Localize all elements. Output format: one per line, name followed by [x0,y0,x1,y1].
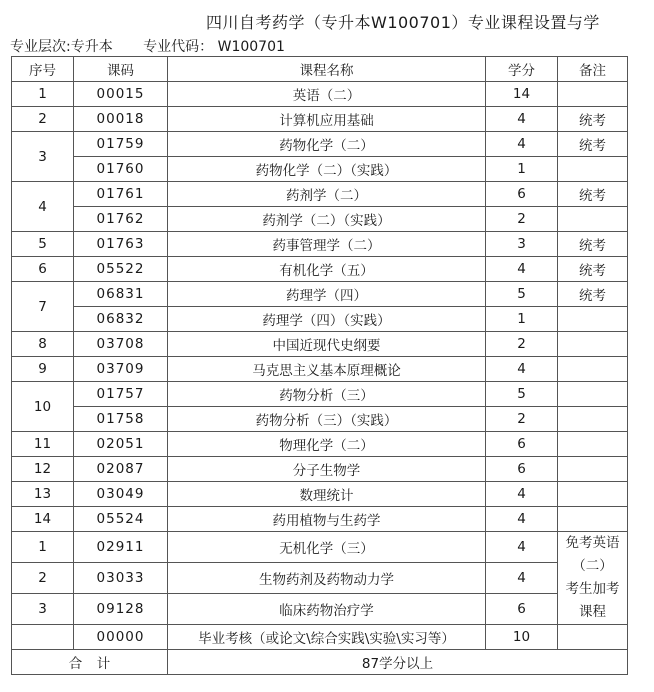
cell-remark: 统考 [558,232,628,257]
cell-name: 药物化学（二）（实践） [168,157,486,182]
cell-credit: 10 [486,625,558,650]
cell-credit: 6 [486,432,558,457]
cell-remark [558,332,628,357]
cell-name: 药理学（四）（实践） [168,307,486,332]
major-level: 专业层次:专升本 [10,39,113,55]
cell-credit: 4 [486,357,558,382]
cell-remark [558,157,628,182]
cell-code: 01758 [74,407,168,432]
cell-name: 无机化学（三） [168,532,486,563]
cell-code: 01762 [74,207,168,232]
cell-remark [558,625,628,650]
table-row [12,332,628,357]
cell-credit: 4 [486,132,558,157]
cell-seq: 10 [12,382,74,432]
cell-code: 00015 [74,82,168,107]
cell-code: 03049 [74,482,168,507]
cell-name: 有机化学（五） [168,257,486,282]
cell-remark [558,457,628,482]
cell-name: 分子生物学 [168,457,486,482]
total-label-b: 计 [96,656,111,672]
cell-credit: 2 [486,407,558,432]
cell-credit: 4 [486,507,558,532]
page-title: 四川自考药学（专升本W100701）专业课程设置与学 [206,13,600,32]
table-row [12,307,628,332]
table-row-extra [12,563,628,594]
header-seq: 序号 [12,57,74,82]
cell-seq: 2 [12,563,74,594]
cell-name: 计算机应用基础 [168,107,486,132]
cell-code: 02051 [74,432,168,457]
cell-name: 药物分析（三）（实践） [168,407,486,432]
cell-remark [558,82,628,107]
table-row-extra [12,532,628,563]
cell-seq: 14 [12,507,74,532]
cell-credit: 6 [486,594,558,625]
table-row [12,157,628,182]
cell-remark: 统考 [558,107,628,132]
cell-code: 03033 [74,563,168,594]
remark-line: 课程 [579,604,606,620]
cell-seq: 8 [12,332,74,357]
cell-remark [558,307,628,332]
table-row [12,432,628,457]
table-row [12,482,628,507]
major-meta [10,36,285,56]
cell-code: 03708 [74,332,168,357]
table-row [12,232,628,257]
cell-seq: 2 [12,107,74,132]
cell-credit: 4 [486,107,558,132]
table-row [12,257,628,282]
table-row [12,132,628,157]
table-row [12,182,628,207]
cell-name: 临床药物治疗学 [168,594,486,625]
cell-code: 00018 [74,107,168,132]
cell-credit: 5 [486,382,558,407]
cell-remark [558,407,628,432]
cell-code: 06832 [74,307,168,332]
cell-code: 05524 [74,507,168,532]
cell-remark [558,432,628,457]
cell-name: 物理化学（二） [168,432,486,457]
cell-credit: 4 [486,532,558,563]
header-credit: 学分 [486,57,558,82]
remark-line: 免考英语 [565,535,620,551]
cell-name: 马克思主义基本原理概论 [168,357,486,382]
cell-code: 01761 [74,182,168,207]
table-row [12,207,628,232]
remark-line: 考生加考 [565,581,620,597]
cell-code: 01759 [74,132,168,157]
cell-name: 中国近现代史纲要 [168,332,486,357]
cell-remark [558,207,628,232]
cell-seq: 6 [12,257,74,282]
cell-credit: 3 [486,232,558,257]
cell-code: 01760 [74,157,168,182]
cell-remark: 统考 [558,182,628,207]
cell-seq: 11 [12,432,74,457]
table-row [12,82,628,107]
cell-remark-extra [558,532,628,625]
cell-seq: 13 [12,482,74,507]
cell-remark [558,507,628,532]
cell-name: 药事管理学（二） [168,232,486,257]
table-row [12,282,628,307]
course-table [11,56,628,675]
cell-seq: 3 [12,594,74,625]
cell-code: 01763 [74,232,168,257]
cell-remark: 统考 [558,132,628,157]
table-row-total [12,650,628,675]
cell-name: 药用植物与生药学 [168,507,486,532]
table-row-extra [12,594,628,625]
cell-credit: 2 [486,332,558,357]
cell-seq: 7 [12,282,74,332]
cell-credit: 2 [486,207,558,232]
cell-seq: 9 [12,357,74,382]
total-label [12,650,168,675]
cell-remark [558,482,628,507]
table-row [12,382,628,407]
cell-seq: 1 [12,82,74,107]
cell-seq: 12 [12,457,74,482]
cell-name: 药剂学（二） [168,182,486,207]
table-row [12,457,628,482]
cell-name: 药理学（四） [168,282,486,307]
cell-credit: 4 [486,482,558,507]
cell-credit: 14 [486,82,558,107]
remark-line: （二） [572,558,613,574]
major-code: 专业代码： W100701 [143,39,285,55]
table-row [12,107,628,132]
cell-name: 药剂学（二）（实践） [168,207,486,232]
cell-credit: 1 [486,157,558,182]
cell-credit: 5 [486,282,558,307]
cell-credit: 6 [486,182,558,207]
cell-remark [558,357,628,382]
table-header-row [12,57,628,82]
cell-remark: 统考 [558,257,628,282]
cell-code: 02087 [74,457,168,482]
cell-remark: 统考 [558,282,628,307]
header-code: 课码 [74,57,168,82]
cell-name: 药物化学（二） [168,132,486,157]
cell-seq: 1 [12,532,74,563]
cell-seq: 3 [12,132,74,182]
cell-code: 06831 [74,282,168,307]
header-name: 课程名称 [168,57,486,82]
cell-code: 01757 [74,382,168,407]
cell-name: 毕业考核（或论文\综合实践\实验\实习等） [168,625,486,650]
cell-code: 09128 [74,594,168,625]
header-remark: 备注 [558,57,628,82]
cell-code: 03709 [74,357,168,382]
table-row-graduation [12,625,628,650]
cell-seq: 4 [12,182,74,232]
cell-name: 数理统计 [168,482,486,507]
cell-code: 02911 [74,532,168,563]
table-row [12,357,628,382]
cell-seq: 5 [12,232,74,257]
cell-name: 药物分析（三） [168,382,486,407]
cell-name: 英语（二） [168,82,486,107]
cell-code: 05522 [74,257,168,282]
cell-credit: 6 [486,457,558,482]
cell-code: 00000 [74,625,168,650]
cell-seq [12,625,74,650]
cell-credit: 1 [486,307,558,332]
total-label-a: 合 [68,656,83,672]
cell-credit: 4 [486,563,558,594]
table-row [12,507,628,532]
total-value: 87学分以上 [168,650,628,675]
table-row [12,407,628,432]
cell-remark [558,382,628,407]
cell-name: 生物药剂及药物动力学 [168,563,486,594]
cell-credit: 4 [486,257,558,282]
